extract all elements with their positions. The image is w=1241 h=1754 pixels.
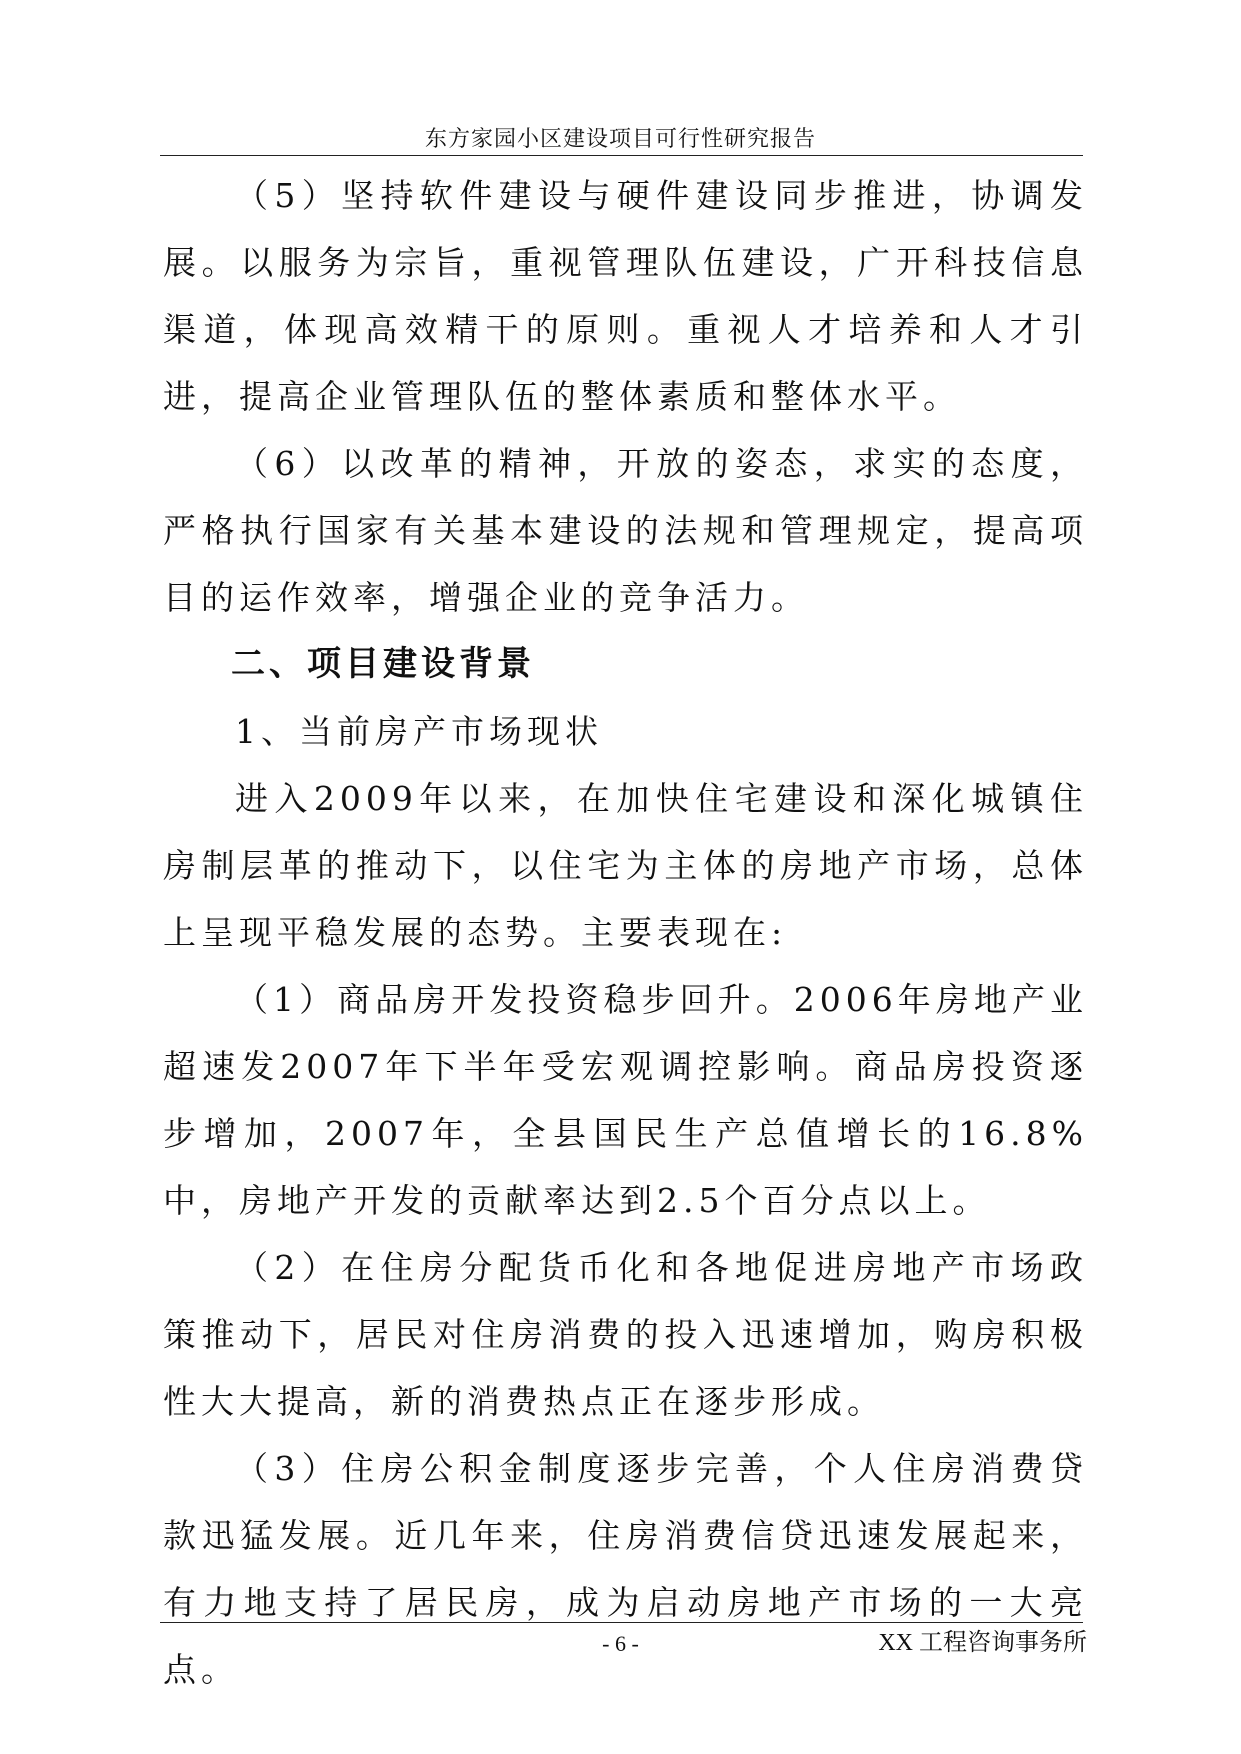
section-heading: 二、项目建设背景 <box>231 644 535 684</box>
document-body <box>163 162 1088 1703</box>
paragraph-principle-5: （5）坚持软件建设与硬件建设同步推进，协调发展。以服务为宗旨，重视管理队伍建设，广开科技信息渠道，体现高效精干的原则。重视人才培养和人才引进，提高企业管理队伍的整体素质和整体水平。 <box>163 176 1088 416</box>
paragraph-point-3: （3）住房公积金制度逐步完善，个人住房消费贷款迅猛发展。近几年来，住房消费信贷迅速发展起来，有力地支持了居民房，成为启动房地产市场的一大亮点。 <box>163 1449 1088 1689</box>
footer-firm-name: XX 工程咨询事务所 <box>878 1630 1087 1656</box>
paragraph-point-1: （1）商品房开发投资稳步回升。2006年房地产业超速发2007年下半年受宏观调控影响。商品房投资逐步增加，2007年，全县国民生产总值增长的16.8%中，房地产开发的贡献率达到2.5个百分点以上。 <box>163 980 1088 1220</box>
paragraph-point-2: （2）在住房分配货币化和各地促进房地产市场政策推动下，居民对住房消费的投入迅速增加，购房积极性大大提高，新的消费热点正在逐步形成。 <box>163 1248 1088 1421</box>
header-divider <box>160 155 1083 156</box>
page-number: - 6 - <box>602 1631 639 1656</box>
paragraph-market-intro: 进入2009年以来，在加快住宅建设和深化城镇住房制层革的推动下，以住宅为主体的房地产市场，总体上呈现平稳发展的态势。主要表现在: <box>163 779 1088 952</box>
running-header-title: 东方家园小区建设项目可行性研究报告 <box>424 127 816 152</box>
paragraph-principle-6: （6）以改革的精神，开放的姿态，求实的态度，严格执行国家有关基本建设的法规和管理规定，提高项目的运作效率，增强企业的竞争活力。 <box>163 444 1088 617</box>
subsection-heading: 1、当前房产市场现状 <box>235 712 603 751</box>
